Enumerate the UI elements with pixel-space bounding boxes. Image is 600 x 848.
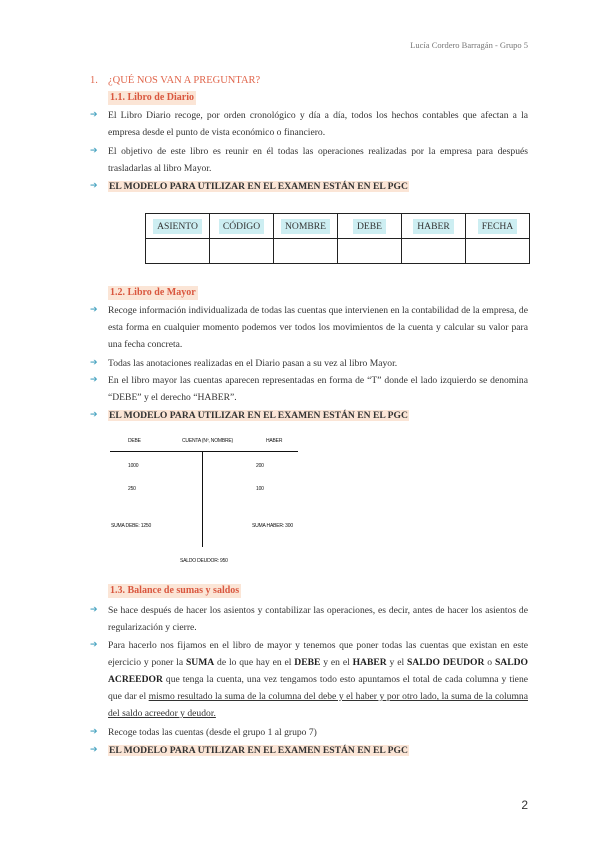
arrow-icon: ➔ (90, 745, 98, 755)
model-note: EL MODELO PARA UTILIZAR EN EL EXAMEN ESTÁN EN EL PGC (109, 410, 408, 421)
table-header-cell: DEBE (338, 214, 402, 239)
diario-table (145, 213, 530, 264)
bullet-text: Todas las anotaciones realizadas en el Diario pasan a su vez al libro Mayor. (108, 358, 398, 369)
t-right-sum: SUMA HABER: 300 (252, 523, 293, 529)
bullet-balance-how (90, 637, 528, 722)
arrow-icon: ➔ (90, 305, 98, 315)
t-right-value: 100 (256, 486, 264, 492)
bullet-text: El objetivo de este libro es reunir en él todas las operaciones realizadas por la empresa para después trasladarlas al libro Mayor. (108, 146, 528, 174)
table-header-row (146, 214, 530, 239)
bullet-balance-model (90, 742, 528, 759)
t-haber-header: HABER (266, 438, 283, 444)
t-left-value: 1000 (128, 463, 139, 469)
t-saldo: SALDO DEUDOR: 950 (180, 558, 228, 564)
table-cell (338, 239, 402, 264)
bullet-text: En el libro mayor las cuentas aparecen representadas en forma de “T” donde el lado izquierdo se denomina “DEBE” y el derecho “HABER”. (108, 375, 528, 403)
subsection-balance-title: 1.3. Balance de sumas y saldos (110, 585, 240, 596)
table-cell (402, 239, 466, 264)
t-debe-header: DEBE (128, 438, 141, 444)
page-header-author: Lucía Cordero Barragán - Grupo 5 (410, 40, 528, 50)
bullet-text: Recoge información individualizada de todas las cuentas que intervienen en la contabilidad de la empresa, de esta forma en cualquier momento podemos ver todos los movimientos de la cuenta y calcular su valor para una fecha concreta. (108, 305, 528, 350)
bullet-text: Para hacerlo nos fijamos en el libro de mayor y tenemos que poner todas las cuentas que existan en este ejercicio y poner la SUMA de lo que hay en el DEBE y en el HABER y el SALDO DEUDOR o SALDO ACREEDOR que tenga la cuenta, una vez tengamos todo esto apuntamos el total de cada columna y tiene que dar el mismo resultado la suma de la columna del debe y el haber y por otro lado, la suma de la columna del saldo acreedor y deudor. (108, 640, 528, 719)
table-header-cell: HABER (402, 214, 466, 239)
bullet-mayor-annotations (90, 355, 528, 372)
table-cell (210, 239, 274, 264)
table-row (146, 239, 530, 264)
bullet-balance-when (90, 602, 528, 636)
t-cuenta-header: CUENTA (Nº, NOMBRE) (182, 438, 233, 444)
table-cell (466, 239, 530, 264)
bullet-diario-definition (90, 107, 528, 141)
model-note: EL MODELO PARA UTILIZAR EN EL EXAMEN ESTÁN EN EL PGC (109, 745, 408, 756)
bullet-text: El Libro Diario recoge, por orden cronológico y día a día, todos los hechos contables que afectan a la empresa desde el punto de vista económico o financiero. (108, 110, 528, 138)
bullet-mayor-t-form (90, 372, 528, 406)
arrow-icon: ➔ (90, 640, 98, 650)
arrow-icon: ➔ (90, 727, 98, 737)
t-horizontal-line (110, 451, 298, 452)
table-header-cell: FECHA (466, 214, 530, 239)
bullet-diario-objective (90, 143, 528, 177)
arrow-icon: ➔ (90, 181, 98, 191)
table-cell (146, 239, 210, 264)
bold-saldo-acreedor: SALDO ACREEDOR (108, 657, 528, 685)
bullet-diario-model (90, 178, 528, 195)
table-header-cell: CÓDIGO (210, 214, 274, 239)
arrow-icon: ➔ (90, 605, 98, 615)
bullet-balance-groups (90, 724, 528, 741)
bullet-mayor-model (90, 407, 528, 424)
t-vertical-line (202, 451, 203, 547)
arrow-icon: ➔ (90, 375, 98, 385)
t-left-value: 250 (128, 486, 136, 492)
page-number: 2 (521, 798, 528, 812)
table-header-cell: NOMBRE (274, 214, 338, 239)
table-header-cell: ASIENTO (146, 214, 210, 239)
bullet-mayor-definition (90, 302, 528, 353)
bold-haber: HABER (352, 657, 387, 668)
t-left-sum: SUMA DEBE: 1250 (111, 523, 152, 529)
arrow-icon: ➔ (90, 410, 98, 420)
section-title (90, 75, 260, 86)
bullet-text: Recoge todas las cuentas (desde el grupo 1 al grupo 7) (108, 727, 317, 738)
subsection-diario-title: 1.1. Libro de Diario (110, 92, 194, 103)
t-right-value: 200 (256, 463, 264, 469)
model-note: EL MODELO PARA UTILIZAR EN EL EXAMEN ESTÁN EN EL PGC (109, 181, 408, 192)
subsection-mayor-title: 1.2. Libro de Mayor (110, 287, 196, 298)
bold-debe: DEBE (294, 657, 321, 668)
bullet-text: Se hace después de hacer los asientos y contabilizar las operaciones, es decir, antes de hacer los asientos de regularización y cierre. (108, 605, 528, 633)
underlined-result: mismo resultado la suma de la columna del debe y el haber y por otro lado, la suma de la columna del saldo acreedor y deudor. (108, 691, 528, 719)
bold-suma: SUMA (185, 657, 215, 668)
section-title-text: ¿QUÉ NOS VAN A PREGUNTAR? (108, 75, 261, 86)
arrow-icon: ➔ (90, 110, 98, 120)
arrow-icon: ➔ (90, 358, 98, 368)
arrow-icon: ➔ (90, 146, 98, 156)
t-account-diagram (108, 434, 308, 569)
table-cell (274, 239, 338, 264)
bold-saldo-deudor: SALDO DEUDOR (406, 657, 485, 668)
section-number: 1. (90, 75, 98, 86)
